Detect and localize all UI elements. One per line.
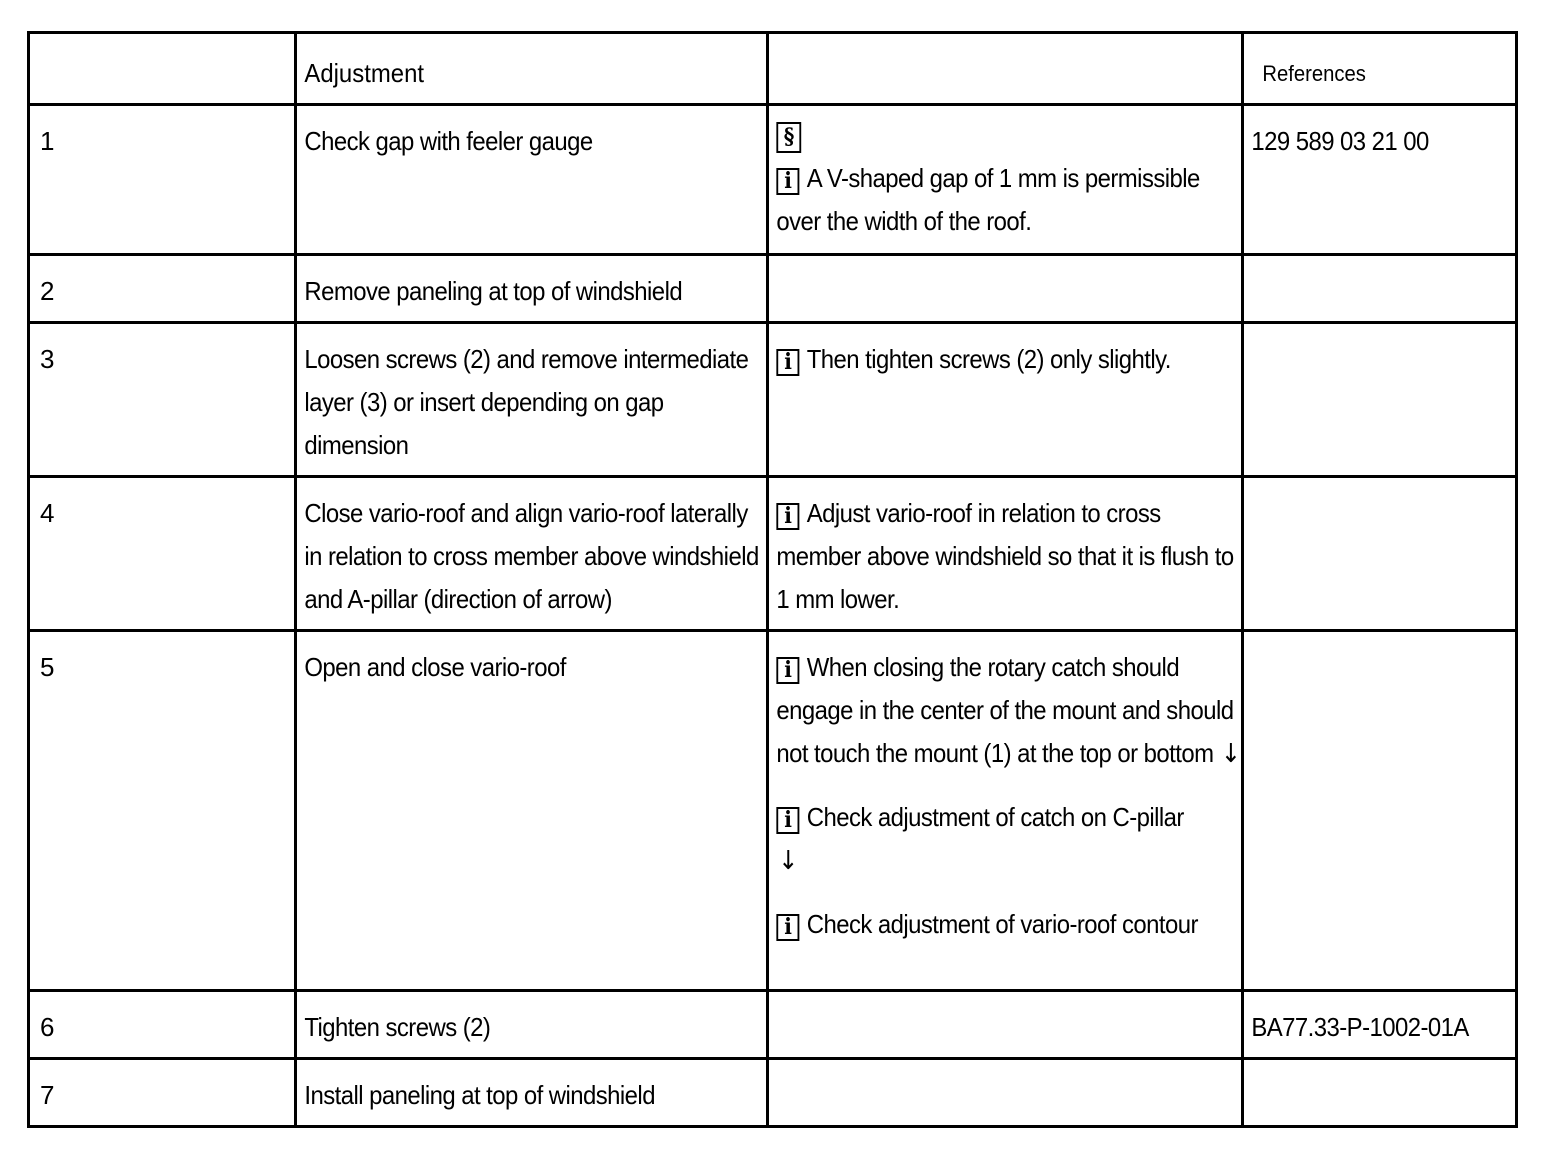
reference-text [1244,256,1528,278]
reference-text [1244,478,1528,500]
step-number: 5 [40,652,55,682]
reference-text: BA77.33-P-1002-01A [1251,1012,1470,1042]
info-icon: i [777,168,800,195]
step-number: 7 [40,1080,55,1110]
adjustment-cell [295,255,768,323]
adjustment-text: Install paneling at top of windshield [303,1080,655,1110]
note-text: When closing the rotary catch should engage in the center of the mount and should not touch the mount (1) at the top or bottom [776,652,1234,768]
info-icon: i [777,503,800,530]
notes-cell [768,105,1243,255]
info-icon: i [777,914,800,941]
reference-cell [1243,255,1517,323]
reference-cell [1243,477,1517,631]
reference-text [1244,324,1528,346]
step-cell [29,631,296,991]
step-cell [29,255,296,323]
header-step [29,33,296,105]
header-references [1243,33,1517,105]
table-row [29,631,1517,991]
reference-text: 129 589 03 21 00 [1251,126,1430,156]
adjustment-cell [295,323,768,477]
table-row [29,255,1517,323]
table-row [29,991,1517,1059]
adjustment-cell [295,1059,768,1127]
step-number: 4 [40,498,55,528]
step-number: 1 [40,126,55,156]
arrow-down-icon: ↓ [1221,739,1241,769]
tool-icon: § [777,122,802,153]
adjustment-cell [295,991,768,1059]
step-number: 6 [40,1012,55,1042]
step-cell [29,477,296,631]
adjustment-text: Tighten screws (2) [303,1012,490,1042]
notes-cell [768,631,1243,991]
notes-cell [768,323,1243,477]
reference-cell [1243,323,1517,477]
note-text: Adjust vario-roof in relation to cross member above windshield so that it is flush to 1 mm lower. [776,498,1235,614]
table-header-row [29,33,1517,105]
notes-cell [768,255,1243,323]
step-cell [29,323,296,477]
adjustment-cell [295,477,768,631]
adjustment-table [27,31,1518,1128]
reference-cell [1243,1059,1517,1127]
table-row [29,477,1517,631]
adjustment-text: Remove paneling at top of windshield [303,276,682,306]
step-cell [29,1059,296,1127]
note-text: Then tighten screws (2) only slightly. [807,344,1172,374]
adjustment-text: Close vario-roof and align vario-roof laterally in relation to cross member above windshield and A-pillar (direction of arrow) [303,498,759,614]
adjustment-cell [295,105,768,255]
adjustment-cell [295,631,768,991]
notes-cell [768,1059,1243,1127]
table-row [29,1059,1517,1127]
header-references-label: References [1262,61,1367,86]
reference-cell [1243,991,1517,1059]
note-text: Check adjustment of catch on C-pillar [807,802,1185,832]
header-adjustment [295,33,768,105]
reference-cell [1243,105,1517,255]
info-icon: i [777,657,800,684]
header-notes [768,33,1243,105]
note-text: A V-shaped gap of 1 mm is permissible over the width of the roof. [776,163,1201,236]
step-cell [29,991,296,1059]
reference-cell [1243,631,1517,991]
table-row [29,323,1517,477]
adjustment-text: Open and close vario-roof [303,652,566,682]
reference-text [1244,1060,1528,1082]
info-icon: i [777,807,800,834]
table-row [29,105,1517,255]
notes-cell [768,477,1243,631]
info-icon: i [777,349,800,376]
step-cell [29,105,296,255]
arrow-down-icon: ↓ [778,846,799,876]
note-text: Check adjustment of vario-roof contour [807,909,1199,939]
header-adjustment-label: Adjustment [303,58,424,88]
adjustment-text: Loosen screws (2) and remove intermediate layer (3) or insert depending on gap dimension [303,344,748,460]
notes-cell [768,991,1243,1059]
adjustment-text: Check gap with feeler gauge [303,126,593,156]
step-number: 2 [40,276,55,306]
reference-text [1244,632,1528,654]
step-number: 3 [40,344,55,374]
